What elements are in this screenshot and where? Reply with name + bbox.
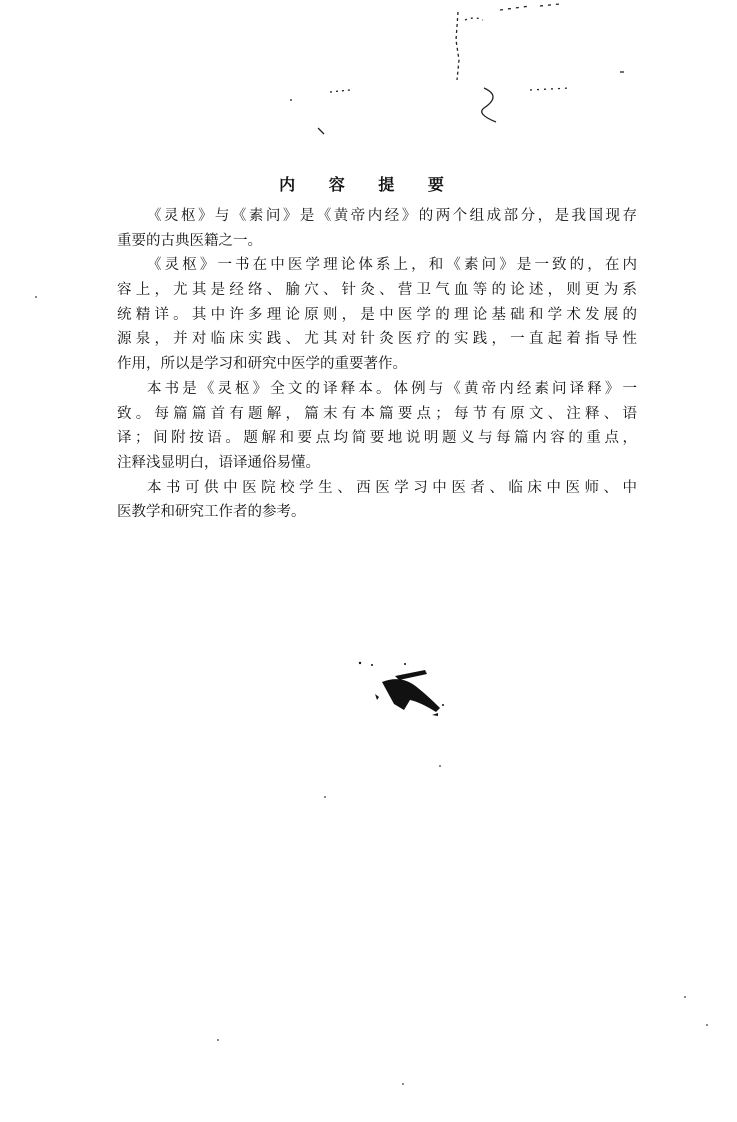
text-line: 本书是《灵枢》全文的译释本。体例与《黄帝内经素问译释》一 [147,380,637,397]
text-line: 《灵枢》与《素问》是《黄帝内经》的两个组成部分，是我国现存 [147,208,637,224]
text-line: 重要的古典医籍之一。 [117,232,262,249]
scribble-mark [456,12,459,80]
text-line: 统精详。其中许多理论原则，是中医学的理论基础和学术发展的 [117,306,637,323]
text-line: 本书可供中医院校学生、西医学习中医者、临床中医师、中 [147,479,637,496]
text-line: 致。每篇篇首有题解，篇末有本篇要点；每节有原文、注释、语 [117,405,637,422]
seal-stamp [359,662,444,716]
text-line: 医教学和研究工作者的参考。 [117,504,306,521]
handwritten-numeral [482,88,496,122]
paragraph [117,476,637,525]
paragraph [117,204,637,253]
summary-body [117,204,637,525]
paragraph [117,253,637,376]
page-title: 内 容 提 要 [279,175,458,194]
text-line: 注释浅显明白，语译通俗易懂。 [117,454,320,471]
text-line: 容上，尤其是经络、腧穴、针灸、营卫气血等的论述，则更为系 [117,282,637,299]
text-line: 《灵枢》一书在中医学理论体系上，和《素问》是一致的，在内 [147,257,637,274]
paragraph [117,377,637,476]
text-line: 源泉，并对临床实践、尤其对针灸医疗的实践，一直起着指导性 [117,331,637,348]
text-line: 作用，所以是学习和研究中医学的重要著作。 [117,356,407,373]
text-line: 译；间附按语。题解和要点均简要地说明题义与每篇内容的重点， [117,430,637,447]
